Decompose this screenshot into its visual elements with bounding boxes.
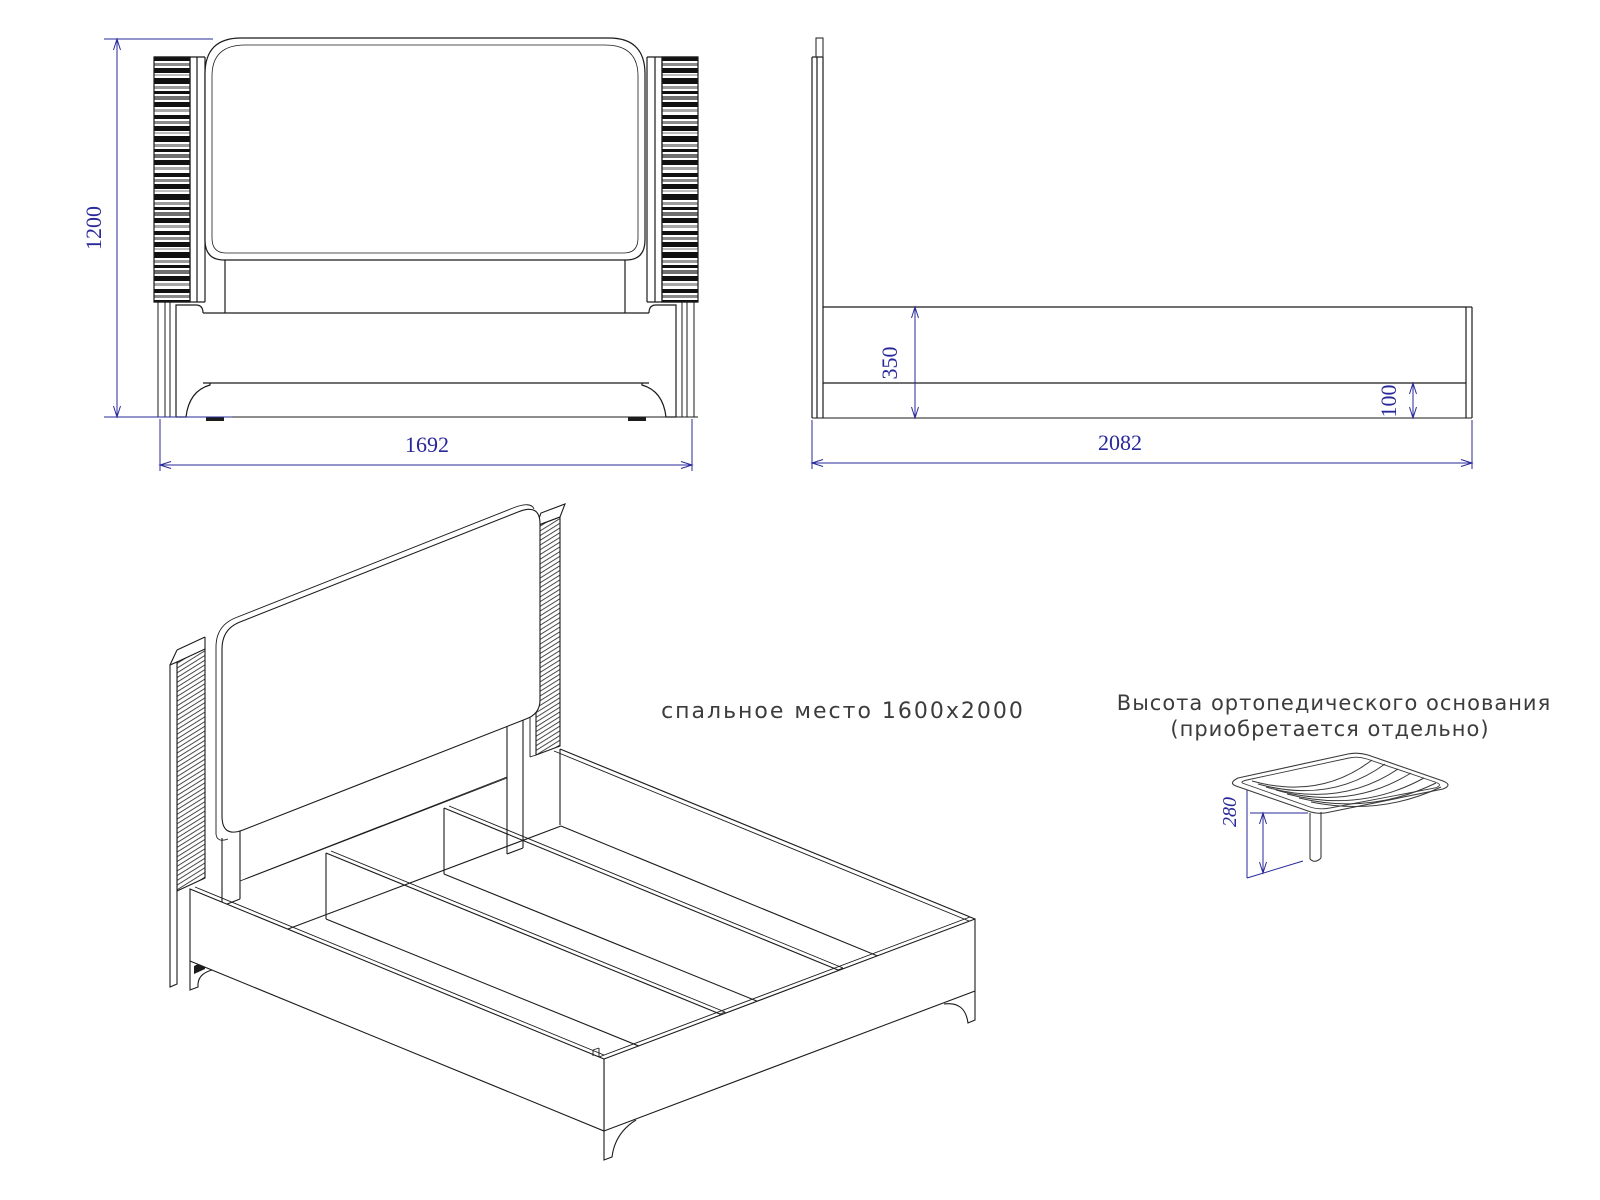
front-left-pillar-stripes-icon [154,57,205,302]
dim-side-rail-height: 350 [877,346,902,380]
front-back-legs [158,302,694,417]
iso-footboard [599,917,975,1160]
side-rail [812,307,1472,418]
dim-base-height: 280 [1219,797,1241,827]
front-headboard-lower [225,260,625,313]
iso-headboard-panel [216,505,540,840]
front-headboard-panel [205,38,645,260]
ortho-base-slats [1252,760,1441,807]
front-rail [203,313,649,383]
ortho-base-leg [1310,812,1321,861]
side-view [812,38,1472,418]
iso-near-rail [190,887,604,1131]
dim-front-height: 1200 [81,206,106,250]
front-right-pillar-stripes-icon [647,57,698,302]
ortho-base-caption-line1: Высота ортопедического основания [1116,691,1552,715]
iso-caption: спальное место 1600x2000 [661,699,1025,724]
dim-front-width: 1692 [405,432,449,457]
ortho-base-figure [1232,753,1448,861]
side-view-dimensions [812,307,1472,469]
ortho-base-caption-line2: (приобретается отдельно) [1170,717,1490,741]
front-view [154,38,698,421]
front-right-leg [628,305,676,421]
dim-side-length: 2082 [1098,430,1142,455]
dim-side-panel-bottom: 100 [1376,384,1401,418]
isometric-view [170,504,975,1160]
front-left-leg [176,305,224,421]
side-headboard [812,38,823,418]
